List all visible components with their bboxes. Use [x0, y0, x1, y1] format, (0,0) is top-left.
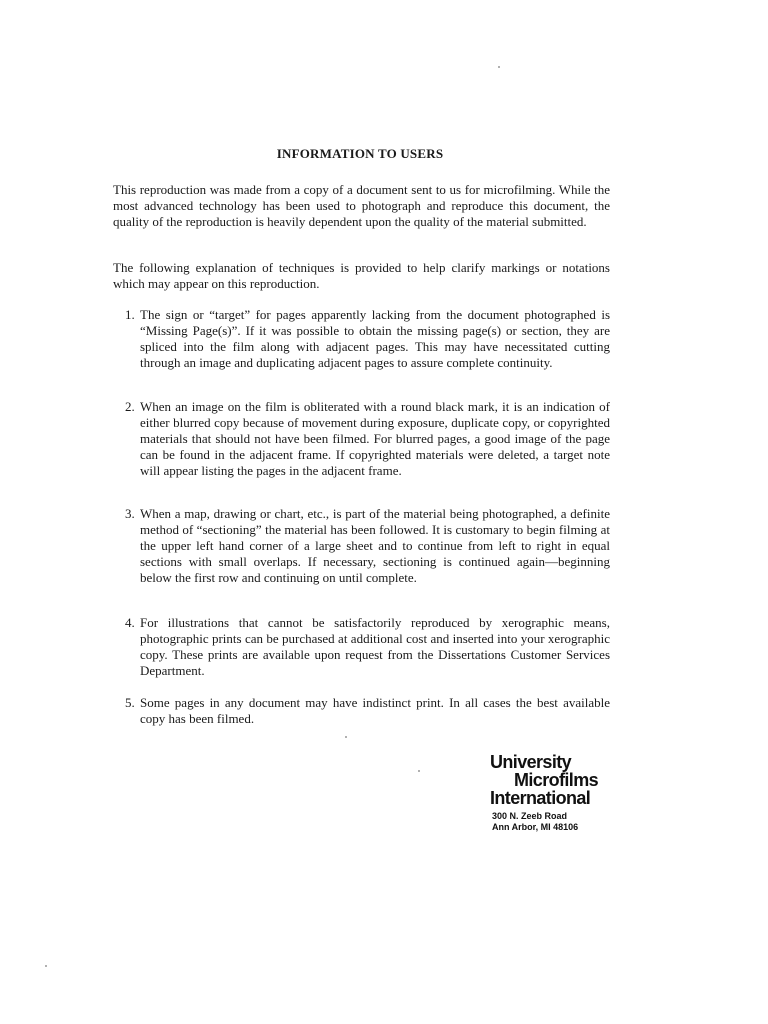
list-item-number: 4.: [125, 615, 135, 630]
list-item-3: [113, 506, 610, 586]
intro-paragraph-2: The following explanation of techniques is provided to help clarify markings or notations which may appear on this reproduction.: [113, 260, 610, 291]
list-item-5: [113, 695, 610, 727]
scan-speck: [345, 736, 347, 738]
scan-speck: [418, 770, 420, 772]
list-item-text: The sign or “target” for pages apparently lacking from the document photographed is “Missing Page(s)”. If it was possible to obtain the missing page(s) or section, they are spliced into the film along with adjacent pages. This may have necessitated cutting through an image and duplicating adjacent pages to assure complete continuity.: [140, 307, 610, 370]
list-item-text: Some pages in any document may have indistinct print. In all cases the best available copy has been filmed.: [140, 695, 610, 726]
logo-line-university: University: [490, 752, 572, 772]
list-item-number: 1.: [125, 307, 135, 322]
intro-paragraph-1: This reproduction was made from a copy of a document sent to us for microfilming. While the most advanced technology has been used to photograph and reproduce this document, the quality of the reproduction is heavily dependent upon the quality of the material submitted.: [113, 182, 610, 229]
scan-speck: [45, 965, 47, 967]
list-item-text: For illustrations that cannot be satisfactorily reproduced by xerographic means, photographic prints can be purchased at additional cost and inserted into your xerographic copy. These prints are available upon request from the Dissertations Customer Services Department.: [140, 615, 610, 678]
list-item-number: 5.: [125, 695, 135, 710]
address-street: 300 N. Zeeb Road: [492, 811, 568, 821]
publisher-address: [492, 811, 578, 833]
list-item-2: [113, 399, 610, 479]
logo-line-international: International: [490, 788, 591, 808]
logo-line-microfilms: Microfilms: [514, 770, 599, 790]
list-item-4: [113, 615, 610, 679]
address-city: Ann Arbor, MI 48106: [492, 822, 579, 832]
page-title: INFORMATION TO USERS: [276, 146, 444, 161]
list-item-1: [113, 307, 610, 371]
publisher-logo: [490, 752, 630, 812]
list-item-text: When a map, drawing or chart, etc., is part of the material being photographed, a definite method of “sectioning” the material has been followed. It is customary to begin filming at the upper left hand corner of a large sheet and to continue from left to right in equal sections with small overlaps. If necessary, sectioning is continued again—beginning below the first row and continuing on until complete.: [140, 506, 610, 585]
list-item-number: 2.: [125, 399, 135, 414]
list-item-text: When an image on the film is obliterated with a round black mark, it is an indication of either blurred copy because of movement during exposure, duplicate copy, or copyrighted materials that should not have been filmed. For blurred pages, a good image of the page can be found in the adjacent frame. If copyrighted materials were deleted, a target note will appear listing the pages in the adjacent frame.: [140, 399, 610, 478]
list-item-number: 3.: [125, 506, 135, 521]
scan-speck: [498, 66, 500, 68]
